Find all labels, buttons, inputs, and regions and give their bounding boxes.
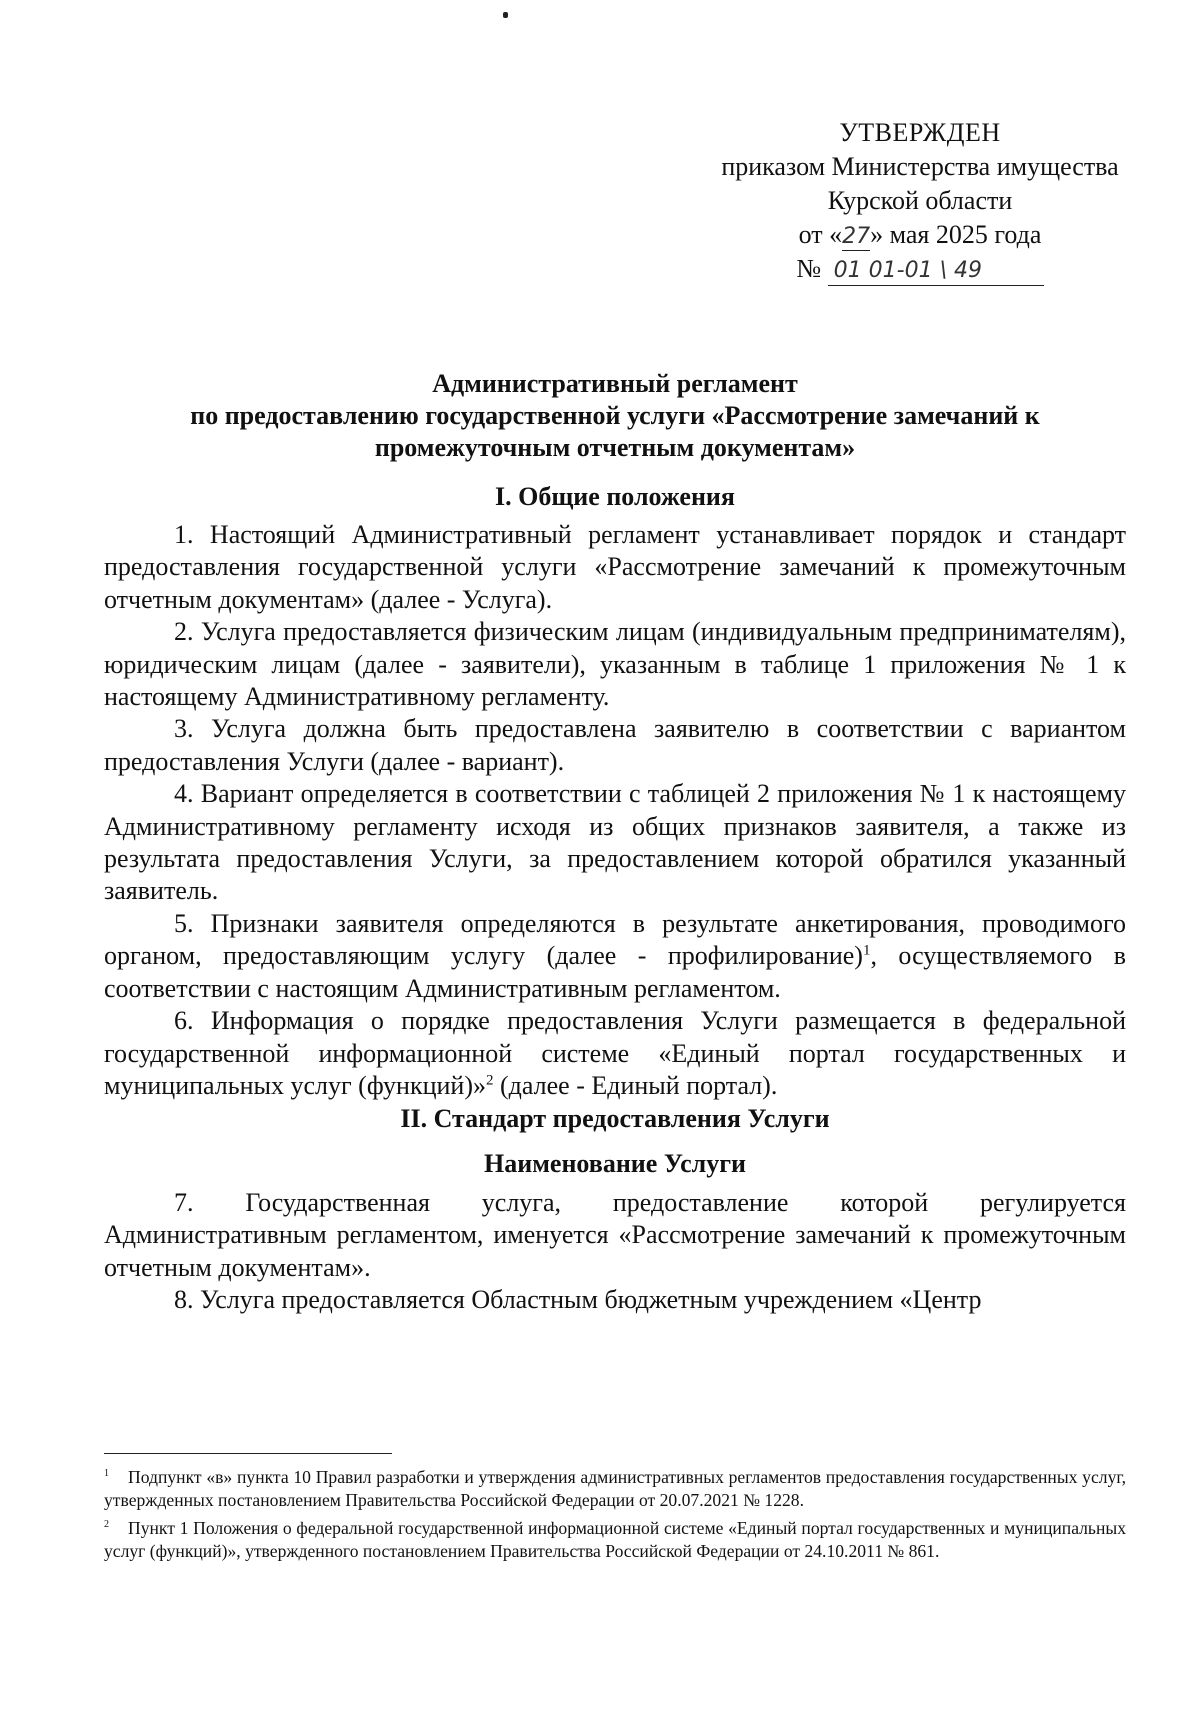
approval-date-day: 27 bbox=[842, 224, 871, 249]
footnote-2 bbox=[104, 1513, 1126, 1564]
approval-block bbox=[690, 116, 1150, 286]
paragraph-5 bbox=[104, 908, 1126, 1005]
footnote-ref-2: 2 bbox=[486, 1072, 494, 1089]
paragraph-5-text-b: , осуществляемого в соответствии с настоящим Административным регламентом. bbox=[104, 941, 1126, 1003]
paragraph-4: 4. Вариант определяется в соответствии с таблицей 2 приложения № 1 к настоящему Административному регламенту исходя из общих признаков заявителя, а также из результата предоставления Услуги, за предоставлением которой обратился указанный заявитель. bbox=[104, 779, 1126, 906]
document-title-line-2: по предоставлению государственной услуги «Рассмотрение замечаний к bbox=[190, 401, 1040, 430]
footnote-1-text: Подпункт «в» пункта 10 Правил разработки и утверждения административных регламентов предоставления государственных услуг, утвержденных постановлением Правительства Российской Федерации от 20.07.2021 № 1228. bbox=[104, 1466, 1126, 1511]
document-title-line-3: промежуточным отчетным документам» bbox=[374, 433, 856, 462]
scan-speck bbox=[503, 12, 508, 18]
paragraph-6 bbox=[104, 1005, 1126, 1102]
paragraph-8: 8. Услуга предоставляется Областным бюджетным учреждением «Центр bbox=[174, 1285, 982, 1315]
approval-issuer: приказом Министерства имущества bbox=[721, 152, 1119, 181]
section-1-body bbox=[104, 519, 1126, 1102]
paragraph-5-text-a: 5. Признаки заявителя определяются в результате анкетирования, проводимого органом, предоставляющим услугу (далее - профилирование) bbox=[104, 908, 1126, 971]
section-1-heading: I. Общие положения bbox=[495, 482, 735, 511]
paragraph-6-text-b: (далее - Единый портал). bbox=[493, 1070, 778, 1100]
footnote-2-text: Пункт 1 Положения о федеральной государственной информационной системе «Единый портал государственных и муниципальных услуг (функций)», утвержденного постановлением Правительства Российской Федерации от 24.10.2011 № 861. bbox=[104, 1517, 1126, 1562]
approval-region: Курской области bbox=[827, 186, 1013, 215]
paragraph-1: 1. Настоящий Административный регламент устанавливает порядок и стандарт предоставления государственной услуги «Рассмотрение замечаний к промежуточным отчетным документам» (далее - Услуга). bbox=[104, 520, 1126, 614]
section-2-body bbox=[104, 1187, 1126, 1317]
paragraph-6-text-a: 6. Информация о порядке предоставления Услуги размещается в федеральной государственной информационной системе «Единый портал государственных и муниципальных услуг (функций)» bbox=[104, 1006, 1126, 1100]
section-2-subheading: Наименование Услуги bbox=[483, 1149, 747, 1178]
approval-title: УТВЕРЖДЕН bbox=[839, 118, 1001, 147]
paragraph-2: 2. Услуга предоставляется физическим лицам (индивидуальным предпринимателям), юридическим лицам (далее - заявители), указанным в таблице 1 приложения № 1 к настоящему Административному регламенту. bbox=[104, 617, 1126, 712]
footnote-1-mark: 1 bbox=[104, 1468, 109, 1479]
approval-number-value: 01 01-01 \ 49 bbox=[828, 257, 1044, 286]
section-2-heading: II. Стандарт предоставления Услуги bbox=[400, 1104, 830, 1133]
footnote-1 bbox=[104, 1462, 1126, 1513]
footnote-ref-1: 1 bbox=[862, 942, 871, 959]
approval-date bbox=[690, 218, 1150, 252]
footnotes bbox=[104, 1462, 1126, 1564]
document-title bbox=[104, 368, 1126, 464]
approval-date-suffix: » мая 2025 года bbox=[870, 220, 1042, 249]
approval-number-sign: № bbox=[796, 254, 822, 283]
paragraph-3: 3. Услуга должна быть предоставлена заявителю в соответствии с вариантом предоставления Услуги (далее - вариант). bbox=[104, 714, 1126, 776]
footnote-divider bbox=[104, 1453, 392, 1454]
paragraph-7: 7. Государственная услуга, предоставление которой регулируется Административным регламентом, именуется «Рассмотрение замечаний к промежуточным отчетным документам». bbox=[104, 1188, 1126, 1282]
document-title-line-1: Административный регламент bbox=[432, 369, 798, 398]
approval-date-prefix: от « bbox=[798, 220, 843, 249]
footnote-2-mark: 2 bbox=[104, 1518, 109, 1530]
approval-number bbox=[690, 252, 1150, 286]
